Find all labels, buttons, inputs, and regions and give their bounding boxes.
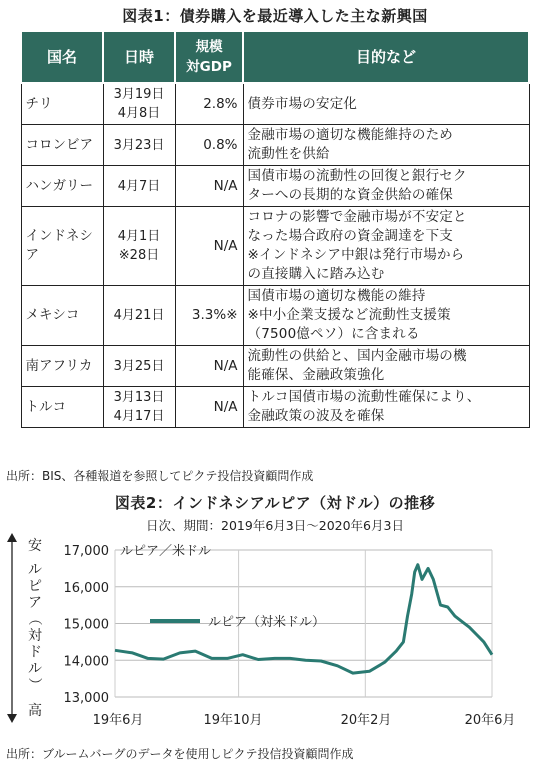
purpose-line: ※インドネシア中銀は発行市場から xyxy=(247,247,465,263)
header-gdp-line1: 規模 xyxy=(195,39,223,55)
side-label-cheap: 安 xyxy=(28,538,42,554)
table-title: 図表1：債券購入を最近導入した主な新興国 xyxy=(122,7,428,25)
chart-source: 出所：ブルームバーグのデータを使用しピクテ投信投資顧問作成 xyxy=(6,747,354,761)
y-tick-label: 17,000 xyxy=(63,544,109,559)
side-label-rupiah xyxy=(26,562,42,692)
purpose-line: の直接購入に踏み込む xyxy=(247,266,385,282)
side-label-char: ド xyxy=(28,644,42,661)
gdp-cell: 2.8% xyxy=(175,83,243,125)
date-cell xyxy=(103,125,175,166)
side-label-char: ア xyxy=(28,595,42,611)
table-row xyxy=(21,387,529,428)
y-tick-label: 16,000 xyxy=(63,580,109,596)
purpose-line: 流動性を供給 xyxy=(247,146,330,162)
purpose-line: 金融政策の波及を確保 xyxy=(247,408,385,424)
header-date: 日時 xyxy=(103,31,175,83)
header-country: 国名 xyxy=(21,31,103,83)
date-line: 3月19日 xyxy=(113,87,165,102)
header-gdp xyxy=(175,31,243,83)
date-cell xyxy=(103,83,175,125)
country-cell: トルコ xyxy=(21,387,103,428)
purpose-cell xyxy=(243,346,529,387)
date-line: 3月23日 xyxy=(113,137,165,153)
date-cell xyxy=(103,346,175,387)
legend-label: ルピア（対米ドル） xyxy=(208,615,326,630)
purpose-cell xyxy=(243,207,529,286)
gdp-cell: N/A xyxy=(175,346,243,387)
gdp-cell: N/A xyxy=(175,207,243,286)
purpose-line: （7500億ペソ）に含まれる xyxy=(247,326,420,342)
country-cell: コロンビア xyxy=(21,125,103,166)
table-row xyxy=(21,346,529,387)
date-cell xyxy=(103,286,175,346)
chart-title: 図表2：インドネシアルピア（対ドル）の推移 xyxy=(114,494,436,512)
purpose-line: トルコ国債市場の流動性確保により、 xyxy=(247,389,481,405)
side-label-char: （ xyxy=(26,611,42,626)
purpose-line: 国債市場の流動性の回復と銀行セク xyxy=(247,168,467,184)
table-row xyxy=(21,83,529,125)
y-axis-unit-label: ルピア／米ドル xyxy=(120,544,212,559)
table-row xyxy=(21,207,529,286)
arrow-up-icon xyxy=(7,533,17,542)
purpose-line: 能確保、金融政策強化 xyxy=(247,367,385,383)
purpose-cell xyxy=(243,166,529,207)
x-tick-label: 19年6月 xyxy=(92,713,144,728)
x-tick-label: 20年2月 xyxy=(340,713,392,728)
table-row xyxy=(21,286,529,346)
side-label-expensive: 高 xyxy=(28,703,42,719)
y-axis-ticks xyxy=(64,544,110,706)
x-tick-label: 19年10月 xyxy=(203,713,263,728)
side-label-char: ル xyxy=(28,661,42,677)
date-line: ※28日 xyxy=(118,248,160,263)
purpose-line: ※中小企業支援など流動性支援策 xyxy=(247,307,451,323)
rupiah-chart xyxy=(0,530,550,740)
purpose-cell xyxy=(243,83,529,125)
country-cell: ハンガリー xyxy=(21,166,103,207)
purpose-line: 流動性の供給と、国内金融市場の機 xyxy=(247,348,467,364)
country-cell: インドネシア xyxy=(21,207,103,286)
header-gdp-line2: 対GDP xyxy=(186,59,232,75)
x-tick-label: 20年6月 xyxy=(464,713,516,728)
purpose-cell xyxy=(243,387,529,428)
purpose-cell xyxy=(243,125,529,166)
gdp-cell: N/A xyxy=(175,166,243,207)
date-cell xyxy=(103,207,175,286)
side-label-char: ル xyxy=(28,562,42,578)
country-cell: メキシコ xyxy=(21,286,103,346)
date-cell xyxy=(103,387,175,428)
date-line: 4月17日 xyxy=(113,409,165,424)
purpose-line: 債券市場の安定化 xyxy=(247,95,358,112)
table-row xyxy=(21,166,529,207)
date-line: 4月8日 xyxy=(117,106,161,121)
y-tick-label: 14,000 xyxy=(63,654,109,670)
purpose-line: 金融市場の適切な機能維持のため xyxy=(247,127,453,143)
country-cell: チリ xyxy=(21,83,103,125)
gdp-cell: 3.3%※ xyxy=(175,286,243,346)
side-label-char: ） xyxy=(26,677,42,692)
gdp-cell: 0.8% xyxy=(175,125,243,166)
purpose-line: コロナの影響で金融市場が不安定と xyxy=(247,209,467,225)
purpose-line: なった場合政府の資金調達を下支 xyxy=(247,228,453,244)
side-label-char: ピ xyxy=(28,578,42,595)
date-line: 4月7日 xyxy=(117,178,161,194)
date-line: 3月25日 xyxy=(113,358,165,374)
date-line: 4月1日 xyxy=(117,229,161,244)
table-source: 出所：BIS、各種報道を参照してピクテ投信投資顧問作成 xyxy=(6,469,314,483)
side-label-char: 対 xyxy=(28,628,42,644)
chart-subtitle: 日次、期間：2019年6月3日～2020年6月3日 xyxy=(146,518,404,533)
date-cell xyxy=(103,166,175,207)
bond-purchase-table xyxy=(20,30,530,428)
purpose-line: 国債市場の適切な機能の維持 xyxy=(247,288,426,304)
table-header-row xyxy=(21,31,529,83)
table-row xyxy=(21,125,529,166)
purpose-line: ターへの長期的な資金供給の確保 xyxy=(247,187,453,203)
x-axis-ticks xyxy=(93,712,516,728)
purpose-cell xyxy=(243,286,529,346)
arrow-down-icon xyxy=(7,714,17,723)
date-line: 4月21日 xyxy=(113,308,165,323)
gdp-cell: N/A xyxy=(175,387,243,428)
country-cell: 南アフリカ xyxy=(21,346,103,387)
header-purpose: 目的など xyxy=(243,31,529,83)
y-tick-label: 15,000 xyxy=(63,617,109,633)
date-line: 3月13日 xyxy=(113,390,165,405)
y-tick-label: 13,000 xyxy=(63,691,109,706)
